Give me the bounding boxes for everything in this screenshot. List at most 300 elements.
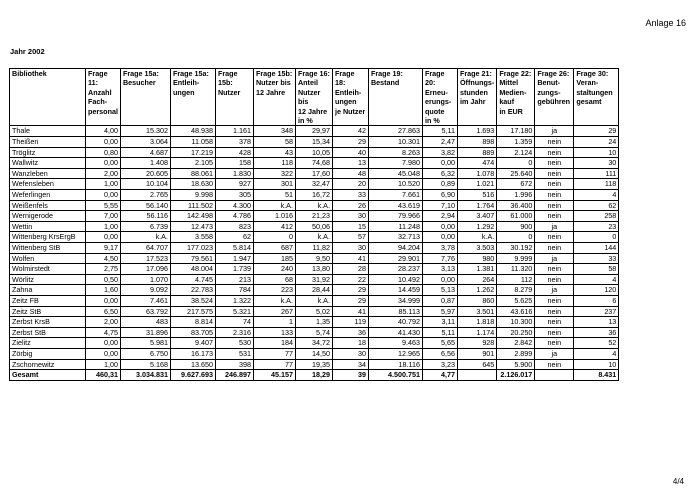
table-cell: 29 — [332, 295, 368, 306]
table-cell: 223 — [253, 285, 295, 296]
table-cell: 40 — [332, 147, 368, 158]
column-header-line: gebühren — [537, 97, 571, 107]
table-cell: 50,06 — [295, 221, 332, 232]
table-cell: 62 — [574, 200, 619, 211]
table-cell: 5.321 — [215, 306, 253, 317]
table-cell: 4.687 — [120, 147, 170, 158]
table-cell: 4.500.751 — [368, 370, 422, 381]
table-cell: 18.630 — [170, 179, 215, 190]
table-cell: 4 — [574, 274, 619, 285]
table-cell: 0,89 — [422, 179, 457, 190]
table-cell: 51 — [253, 190, 295, 201]
table-cell: 4 — [574, 190, 619, 201]
table-cell: 17.219 — [170, 147, 215, 158]
table-cell: 17.096 — [120, 264, 170, 275]
table-cell: 32.713 — [368, 232, 422, 243]
table-cell: 27.863 — [368, 126, 422, 137]
table-cell: 21,23 — [295, 211, 332, 222]
table-cell: 4,50 — [86, 253, 121, 264]
library-name-cell: Thale — [10, 126, 86, 137]
table-cell: 0,50 — [86, 274, 121, 285]
table-cell: 889 — [457, 147, 496, 158]
table-cell: 1,35 — [295, 317, 332, 328]
column-header — [332, 69, 368, 126]
library-name-cell: Wefensleben — [10, 179, 86, 190]
table-cell: 29 — [332, 285, 368, 296]
table-row — [10, 200, 619, 211]
table-cell: 28 — [332, 264, 368, 275]
table-cell: 9.092 — [120, 285, 170, 296]
column-header — [574, 69, 619, 126]
table-cell: 3,78 — [422, 242, 457, 253]
library-name-cell: Zeitz FB — [10, 295, 86, 306]
library-name-cell: Zörbig — [10, 348, 86, 359]
column-header-line: je Nutzer — [334, 106, 366, 116]
table-cell: nein — [535, 211, 574, 222]
table-cell: 56.140 — [120, 200, 170, 211]
table-cell: 30 — [332, 242, 368, 253]
table-cell: 0,00 — [86, 232, 121, 243]
table-cell: 1.381 — [457, 264, 496, 275]
column-header-line: staltungen — [576, 87, 613, 97]
table-cell: 11.320 — [497, 264, 535, 275]
column-header — [295, 69, 332, 126]
table-cell: 9.627.693 — [170, 370, 215, 381]
table-cell: 144 — [574, 242, 619, 253]
table-cell: 79.561 — [170, 253, 215, 264]
table-cell: 11.248 — [368, 221, 422, 232]
table-cell: ja — [535, 221, 574, 232]
table-cell: 322 — [253, 168, 295, 179]
column-header-line: in % — [297, 116, 313, 126]
library-name-cell: Wolfen — [10, 253, 86, 264]
column-header-line: Frage 30: — [576, 69, 609, 78]
table-cell: 41 — [332, 253, 368, 264]
library-name-cell: Theißen — [10, 137, 86, 148]
table-cell: nein — [535, 158, 574, 169]
table-cell: 118 — [574, 179, 619, 190]
column-header-line: Anzahl — [88, 87, 112, 97]
table-cell: 142.498 — [170, 211, 215, 222]
table-cell: 1.764 — [457, 200, 496, 211]
table-cell: 158 — [215, 158, 253, 169]
table-cell: 20.250 — [497, 327, 535, 338]
table-cell: 61.000 — [497, 211, 535, 222]
column-header-line: Frage 15b: — [255, 69, 293, 78]
table-cell: k.A. — [295, 295, 332, 306]
table-cell: 10 — [574, 147, 619, 158]
table-cell: 29.901 — [368, 253, 422, 264]
table-cell: 5.168 — [120, 359, 170, 370]
table-cell: nein — [535, 359, 574, 370]
column-header-line: in EUR — [499, 106, 523, 116]
library-name-cell: Tröglitz — [10, 147, 86, 158]
table-cell: 11,82 — [295, 242, 332, 253]
table-cell: 217.575 — [170, 306, 215, 317]
table-row — [10, 158, 619, 169]
library-name-cell: Zerbst StB — [10, 327, 86, 338]
table-cell: 5.625 — [497, 295, 535, 306]
table-cell: 1,60 — [86, 285, 121, 296]
table-cell: 0,00 — [86, 338, 121, 349]
table-cell: 6.739 — [120, 221, 170, 232]
table-cell: 57 — [332, 232, 368, 243]
table-cell: 10.300 — [497, 317, 535, 328]
table-cell: 4,77 — [422, 370, 457, 381]
table-cell: 980 — [457, 253, 496, 264]
table-cell: 0,80 — [86, 147, 121, 158]
table-cell: 77 — [253, 348, 295, 359]
column-header-line: bis — [297, 97, 309, 107]
table-cell: nein — [535, 295, 574, 306]
table-row — [10, 338, 619, 349]
table-cell: 18 — [332, 338, 368, 349]
column-header-line: stunden — [459, 87, 488, 97]
column-header-line: Frage 19: — [370, 69, 403, 78]
table-cell: 17.523 — [120, 253, 170, 264]
table-cell: 3.558 — [170, 232, 215, 243]
table-cell: 2,75 — [86, 264, 121, 275]
table-cell: k.A. — [120, 232, 170, 243]
column-header-line: in % — [424, 116, 440, 126]
table-cell: 4.745 — [170, 274, 215, 285]
table-cell: 10.520 — [368, 179, 422, 190]
column-header — [86, 69, 121, 126]
table-cell: 1.078 — [457, 168, 496, 179]
table-cell: 0,00 — [422, 158, 457, 169]
table-cell: 18.116 — [368, 359, 422, 370]
table-cell: 13,80 — [295, 264, 332, 275]
table-cell: 6,50 — [86, 306, 121, 317]
table-cell: 9.998 — [170, 190, 215, 201]
table-cell: 3.503 — [457, 242, 496, 253]
table-cell: 52 — [574, 338, 619, 349]
table-cell: 13 — [574, 317, 619, 328]
table-cell: 2.124 — [497, 147, 535, 158]
table-cell: 10.301 — [368, 137, 422, 148]
table-cell: 1.262 — [457, 285, 496, 296]
table-cell: 22.783 — [170, 285, 215, 296]
table-cell: 33 — [574, 253, 619, 264]
column-header — [457, 69, 496, 126]
table-cell: 3,13 — [422, 264, 457, 275]
table-cell: nein — [535, 168, 574, 179]
table-cell: 4.786 — [215, 211, 253, 222]
table-cell: 64.707 — [120, 242, 170, 253]
table-cell: 898 — [457, 137, 496, 148]
table-cell: 43 — [253, 147, 295, 158]
table-cell: 1.818 — [457, 317, 496, 328]
table-cell: 9,17 — [86, 242, 121, 253]
table-cell: 30 — [332, 211, 368, 222]
table-cell: nein — [535, 232, 574, 243]
table-cell: 14.459 — [368, 285, 422, 296]
column-header-line: Frage 15a: — [122, 69, 159, 78]
table-cell — [535, 370, 574, 381]
table-cell: 1.408 — [120, 158, 170, 169]
table-cell: 10 — [574, 359, 619, 370]
table-cell: 0,00 — [86, 158, 121, 169]
table-cell: 85.113 — [368, 306, 422, 317]
table-cell: 516 — [457, 190, 496, 201]
column-header-line: Veran- — [576, 78, 599, 88]
table-cell: 13.650 — [170, 359, 215, 370]
column-header-line: kauf — [499, 97, 515, 107]
table-row — [10, 348, 619, 359]
table-cell: 6,56 — [422, 348, 457, 359]
column-header-line: Öffnungs- — [459, 78, 495, 88]
library-name-cell: Zeitz StB — [10, 306, 86, 317]
table-cell: 900 — [497, 221, 535, 232]
table-cell: 2,00 — [86, 168, 121, 179]
table-cell: 2.899 — [497, 348, 535, 359]
table-cell: nein — [535, 306, 574, 317]
table-cell: 5.981 — [120, 338, 170, 349]
table-cell: 1.830 — [215, 168, 253, 179]
table-cell: 25.640 — [497, 168, 535, 179]
table-cell: 94.204 — [368, 242, 422, 253]
table-cell: 18,29 — [295, 370, 332, 381]
column-header-line: Fach- — [88, 97, 108, 107]
table-cell: 48.938 — [170, 126, 215, 137]
table-cell: 4 — [574, 348, 619, 359]
table-cell: 5,74 — [295, 327, 332, 338]
table-cell: 645 — [457, 359, 496, 370]
table-cell: 213 — [215, 274, 253, 285]
table-cell: 39 — [332, 370, 368, 381]
table-cell: 0 — [497, 158, 535, 169]
table-cell: k.A. — [295, 200, 332, 211]
table-cell: 1.070 — [120, 274, 170, 285]
table-cell: 13 — [332, 158, 368, 169]
table-cell: 3.034.831 — [120, 370, 170, 381]
table-cell: 7.661 — [368, 190, 422, 201]
column-header-line: Mittel — [499, 78, 519, 88]
table-cell: 118 — [253, 158, 295, 169]
table-cell: 119 — [332, 317, 368, 328]
column-header — [215, 69, 253, 126]
table-cell: 8.814 — [170, 317, 215, 328]
column-header-line: 12 Jahre — [255, 87, 286, 97]
table-cell: 28.237 — [368, 264, 422, 275]
column-header — [120, 69, 170, 126]
table-cell: 15,34 — [295, 137, 332, 148]
table-cell: 2.126.017 — [497, 370, 535, 381]
table-cell: 33 — [332, 190, 368, 201]
table-cell: nein — [535, 338, 574, 349]
column-header-line: Bibliothek — [12, 69, 47, 78]
anlage-label: Anlage 16 — [645, 18, 686, 28]
table-cell: 2,00 — [86, 317, 121, 328]
table-cell: 2.105 — [170, 158, 215, 169]
header-row — [10, 69, 619, 126]
library-name-cell: Wettin — [10, 221, 86, 232]
table-cell: 74,68 — [295, 158, 332, 169]
column-header-line: Erneu- — [424, 87, 448, 97]
table-cell: k.A. — [295, 232, 332, 243]
table-cell: 15.302 — [120, 126, 170, 137]
table-row — [10, 221, 619, 232]
table-cell: 6.750 — [120, 348, 170, 359]
table-cell: 0,87 — [422, 295, 457, 306]
column-header — [10, 69, 86, 126]
table-cell: 1.021 — [457, 179, 496, 190]
column-header-line: Frage 16: — [297, 69, 330, 78]
library-name-cell: Gesamt — [10, 370, 86, 381]
table-cell: 34,72 — [295, 338, 332, 349]
table-cell: 36 — [332, 327, 368, 338]
column-header-line: zungs- — [537, 87, 561, 97]
table-cell: 530 — [215, 338, 253, 349]
library-name-cell: Wörlitz — [10, 274, 86, 285]
column-header-line: personal — [88, 106, 118, 116]
table-cell: 7,10 — [422, 200, 457, 211]
table-cell: 860 — [457, 295, 496, 306]
table-cell: 474 — [457, 158, 496, 169]
table-cell: 58 — [574, 264, 619, 275]
column-header — [368, 69, 422, 126]
table-cell: 348 — [253, 126, 295, 137]
table-row — [10, 274, 619, 285]
table-row — [10, 190, 619, 201]
table-cell: 43.619 — [368, 200, 422, 211]
table-cell: 62 — [215, 232, 253, 243]
table-cell: 41 — [332, 306, 368, 317]
table-cell: 19,35 — [295, 359, 332, 370]
table-cell: 38.524 — [170, 295, 215, 306]
column-header-line: Anteil — [297, 78, 318, 88]
table-cell: 7,00 — [86, 211, 121, 222]
table-row — [10, 317, 619, 328]
column-header-line: im Jahr — [459, 97, 486, 107]
table-cell: 15 — [332, 221, 368, 232]
table-cell: 264 — [457, 274, 496, 285]
table-cell: 1.693 — [457, 126, 496, 137]
library-name-cell: Wanzleben — [10, 168, 86, 179]
table-cell: 77 — [253, 359, 295, 370]
table-cell: 29 — [574, 126, 619, 137]
library-name-cell: Zerbst KrsB — [10, 317, 86, 328]
table-cell: 40.792 — [368, 317, 422, 328]
table-cell: 246.897 — [215, 370, 253, 381]
column-header-line: gesamt — [576, 97, 602, 107]
column-header-line: quote — [424, 106, 445, 116]
table-cell: 460,31 — [86, 370, 121, 381]
table-cell: 34 — [332, 359, 368, 370]
table-cell: 9.463 — [368, 338, 422, 349]
library-name-cell: Zielitz — [10, 338, 86, 349]
table-cell: 1.739 — [215, 264, 253, 275]
table-row — [10, 168, 619, 179]
table-cell: 928 — [457, 338, 496, 349]
table-cell: 1.161 — [215, 126, 253, 137]
table-cell: 5,65 — [422, 338, 457, 349]
table-cell: 3.501 — [457, 306, 496, 317]
total-row — [10, 370, 619, 381]
table-cell: 32,47 — [295, 179, 332, 190]
table-cell: 8.263 — [368, 147, 422, 158]
table-cell: 88.061 — [170, 168, 215, 179]
table-cell: 1.947 — [215, 253, 253, 264]
table-cell: 823 — [215, 221, 253, 232]
table-row — [10, 285, 619, 296]
table-cell: 1.174 — [457, 327, 496, 338]
table-cell: 378 — [215, 137, 253, 148]
library-name-cell: Wittenberg KrsErgB — [10, 232, 86, 243]
table-row — [10, 137, 619, 148]
column-header-line: Entleih- — [334, 87, 362, 97]
table-cell: 10.104 — [120, 179, 170, 190]
column-header-line: Frage 18: — [334, 69, 355, 88]
table-cell: 6 — [574, 295, 619, 306]
table-row — [10, 359, 619, 370]
table-cell: 36 — [574, 327, 619, 338]
table-cell: 24 — [574, 137, 619, 148]
table-cell: 4.300 — [215, 200, 253, 211]
table-cell: 31.896 — [120, 327, 170, 338]
table-cell: 2.765 — [120, 190, 170, 201]
table-cell: 412 — [253, 221, 295, 232]
table-cell: 48 — [332, 168, 368, 179]
table-cell: 398 — [215, 359, 253, 370]
table-cell: 10.492 — [368, 274, 422, 285]
table-cell: 120 — [574, 285, 619, 296]
table-cell: 0,00 — [86, 137, 121, 148]
column-header-line: Frage 15b: — [217, 69, 238, 88]
column-header-line: Frage 26: — [537, 69, 570, 78]
table-cell: 16.173 — [170, 348, 215, 359]
year-title: Jahr 2002 — [10, 47, 45, 56]
table-row — [10, 147, 619, 158]
table-cell: 74 — [215, 317, 253, 328]
table-cell: ja — [535, 253, 574, 264]
column-header-line: ungen — [334, 97, 357, 107]
column-header-line: Frage 22: — [499, 69, 532, 78]
table-cell: 5.814 — [215, 242, 253, 253]
table-cell: 672 — [497, 179, 535, 190]
table-cell: 2,47 — [422, 137, 457, 148]
table-cell: 0,00 — [86, 295, 121, 306]
table-cell: 0,00 — [86, 190, 121, 201]
table-cell: 6,32 — [422, 168, 457, 179]
column-header — [170, 69, 215, 126]
table-cell: 1,00 — [86, 221, 121, 232]
table-cell: 3,82 — [422, 147, 457, 158]
table-row — [10, 327, 619, 338]
library-name-cell: Zahna — [10, 285, 86, 296]
table-cell: 29,97 — [295, 126, 332, 137]
table-cell: 3.407 — [457, 211, 496, 222]
table-row — [10, 232, 619, 243]
column-header-line: Frage 15a: — [172, 69, 209, 78]
table-cell: 240 — [253, 264, 295, 275]
table-cell: nein — [535, 179, 574, 190]
table-cell: 16,72 — [295, 190, 332, 201]
table-cell: 1.016 — [253, 211, 295, 222]
table-cell: 531 — [215, 348, 253, 359]
column-header-line: Frage 11: — [88, 69, 108, 88]
table-cell: ja — [535, 348, 574, 359]
table-cell: 9.407 — [170, 338, 215, 349]
table-cell: nein — [535, 317, 574, 328]
table-cell: 8.431 — [574, 370, 619, 381]
table-cell: 1,00 — [86, 359, 121, 370]
table-row — [10, 306, 619, 317]
library-name-cell: Wallwitz — [10, 158, 86, 169]
table-cell: 10,05 — [295, 147, 332, 158]
table-cell: nein — [535, 264, 574, 275]
table-cell: ja — [535, 126, 574, 137]
